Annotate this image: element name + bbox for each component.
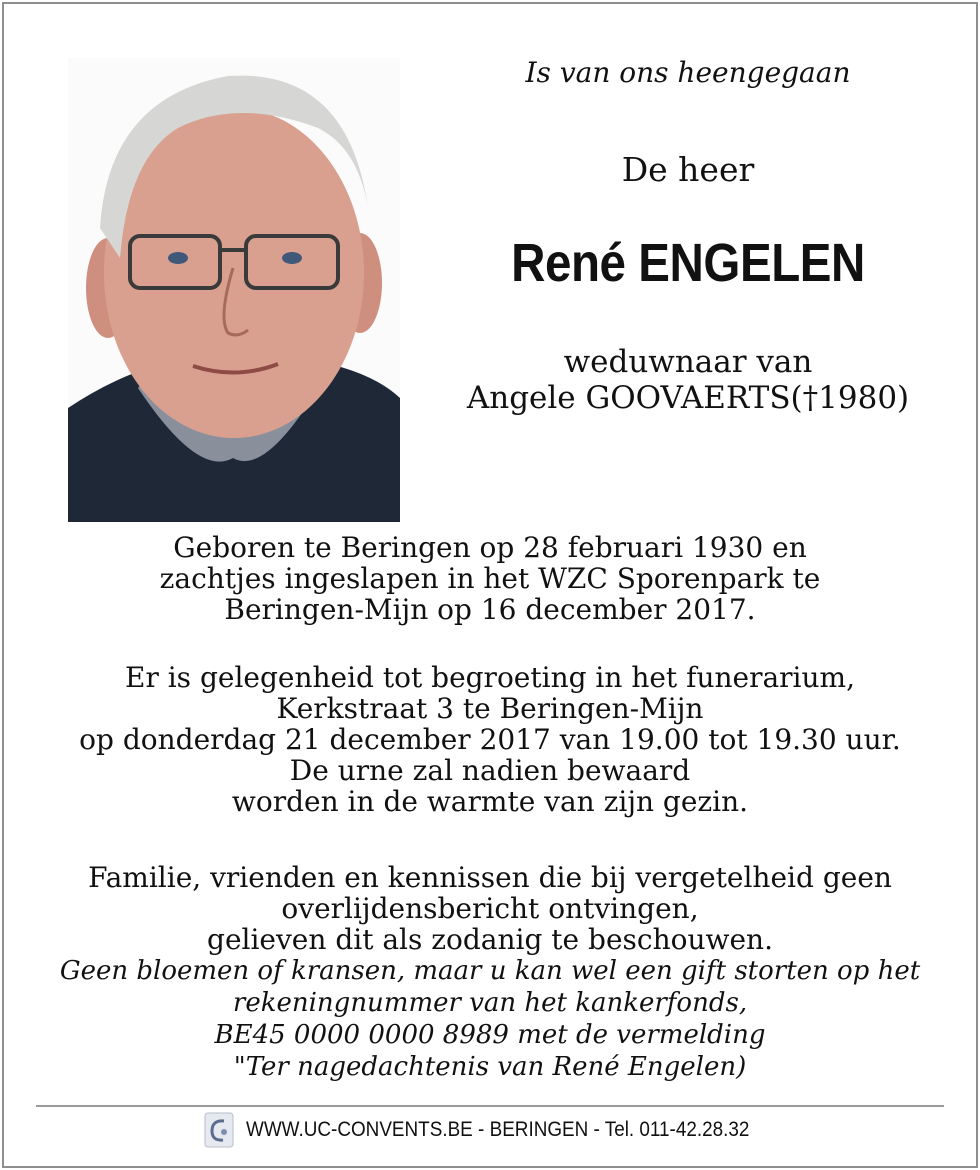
intro-line: Is van ons heengegaan [525,56,851,89]
birth-death-paragraph [4,532,976,625]
spouse-line-1: weduwnaar van [563,344,813,380]
text-line: Kerkstraat 3 te Beringen-Mijn [276,692,704,725]
donation-line: rekeningnummer van het kankerfonds, [232,988,748,1018]
portrait-photo [68,58,400,522]
obituary-card [2,2,978,1168]
text-line: Beringen-Mijn op 16 december 2017. [224,593,756,626]
text-line: Familie, vrienden en kennissen die bij vergetelheid geen [88,861,892,894]
text-line: Er is gelegenheid tot begroeting in het funerarium, [125,661,855,694]
spouse-info [400,344,976,416]
notice-paragraph [4,862,976,1083]
footer-divider [36,1105,944,1107]
portrait-illustration [68,58,400,522]
deceased-name: René ENGELEN [511,233,865,293]
footer-contact-text: WWW.UC-CONVENTS.BE - BERINGEN - Tel. 011-42.28.32 [246,1118,750,1141]
text-line: worden in de warmte van zijn gezin. [231,785,749,818]
text-line: overlijdensbericht ontvingen, [281,892,699,925]
visitation-paragraph [4,662,976,817]
honorific-title: De heer [621,150,755,189]
donation-line: BE45 0000 0000 8989 met de vermelding [214,1020,766,1050]
footer [204,1110,805,1150]
uc-convents-logo-icon [204,1112,234,1148]
text-line: op donderdag 21 december 2017 van 19.00 tot 19.30 uur. [79,723,901,756]
donation-line: "Ter nagedachtenis van René Engelen) [233,1052,747,1082]
donation-line: Geen bloemen of kransen, maar u kan wel een gift storten op het [59,956,921,986]
text-line: De urne zal nadien bewaard [289,754,691,787]
spouse-line-2: Angele GOOVAERTS(†1980) [466,380,910,416]
text-line: zachtjes ingeslapen in het WZC Sporenpark te [159,562,821,595]
text-line: gelieven dit als zodanig te beschouwen. [207,923,773,956]
text-line: Geboren te Beringen op 28 februari 1930 en [173,531,807,564]
